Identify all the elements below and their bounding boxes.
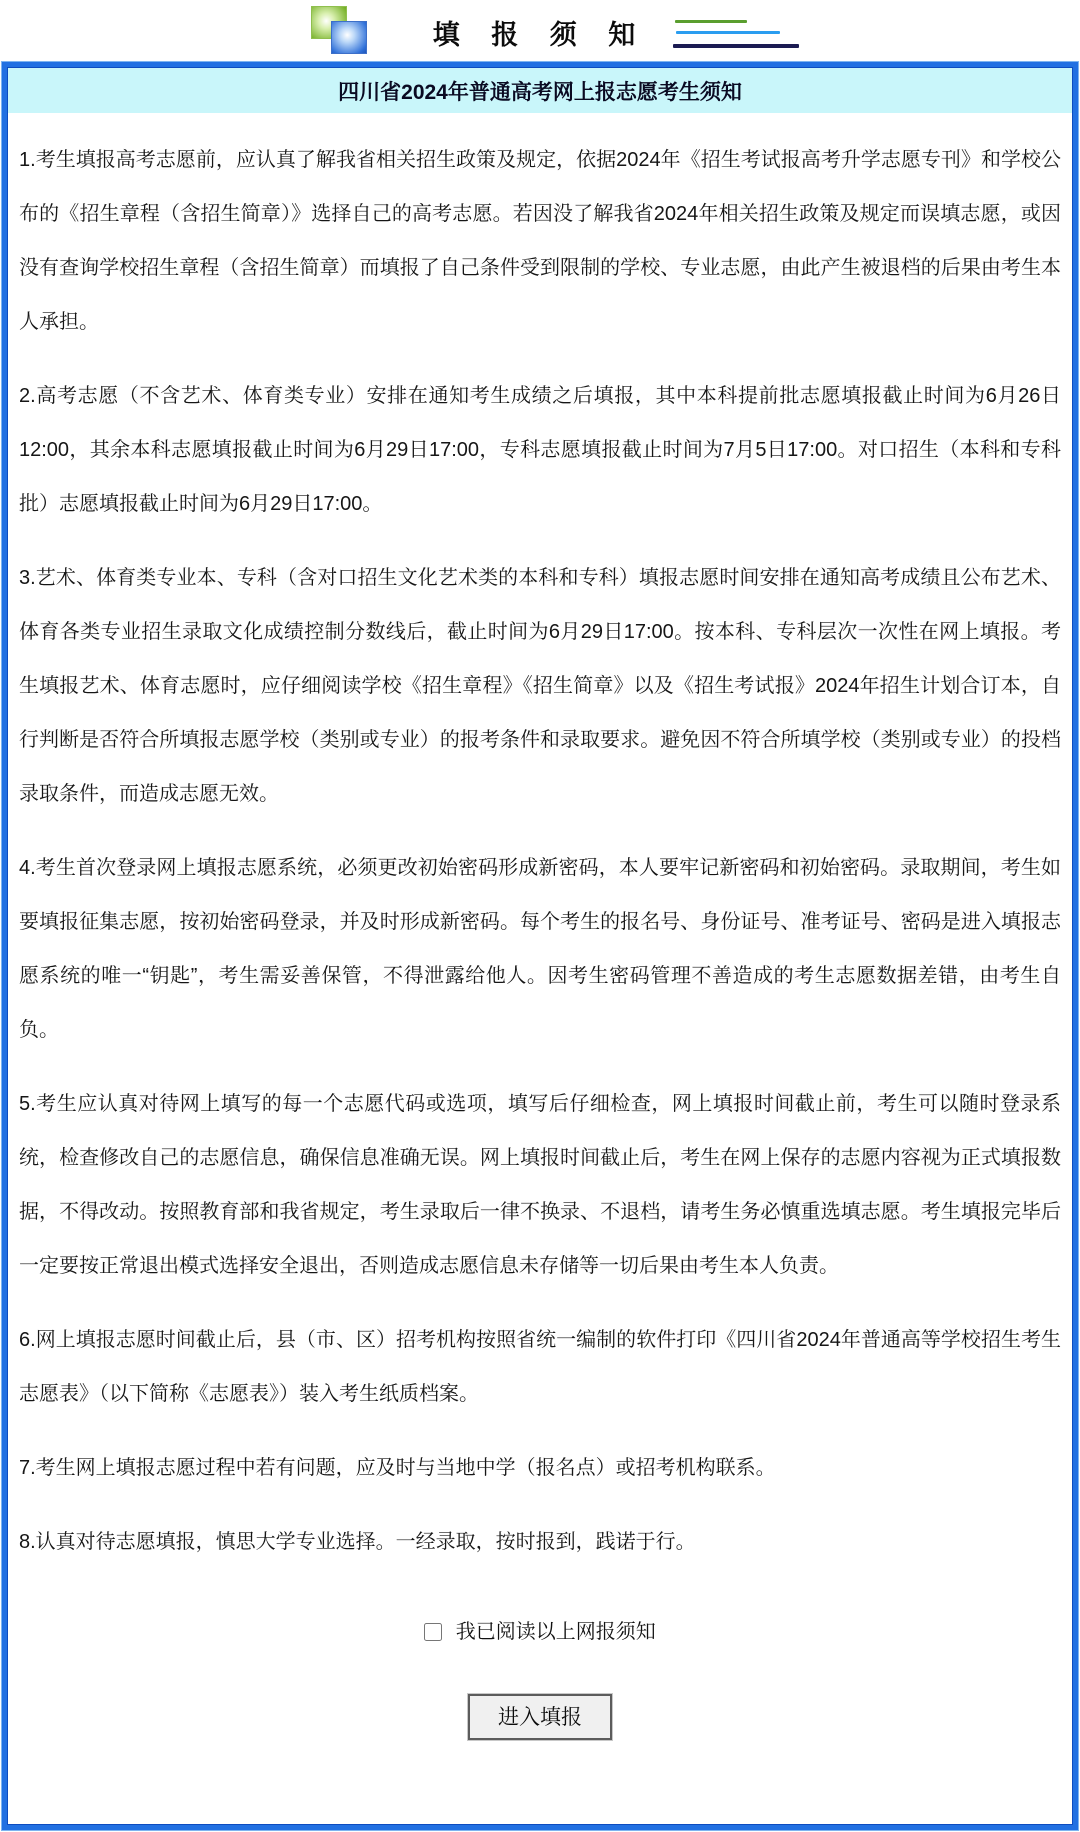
enter-application-button[interactable]: 进入填报 [468, 1694, 612, 1740]
confirmation-row [19, 1615, 1061, 1644]
overlapping-squares-logo-icon [312, 7, 368, 57]
navy-line [673, 44, 799, 48]
notice-paragraph-8: 8.认真对待志愿填报，慎思大学专业选择。一经录取，按时报到，践诺于行。 [19, 1531, 696, 1553]
page-title: 填 报 须 知 [432, 20, 648, 50]
notice-paragraph-7: 7.考生网上填报志愿过程中若有问题，应及时与当地中学（报名点）或招考机构联系。 [19, 1457, 776, 1479]
notice-paragraph-5: 5.考生应认真对待网上填写的每一个志愿代码或选项，填写后仔细检查，网上填报时间截止前，考生可以随时登录系统，检查修改自己的志愿信息，确保信息准确无误。网上填报时间截止后，考生在网上保存的志愿内容视为正式填报数据，不得改动。按照教育部和我省规定，考生录取后一律不换录、不退档，请考生务必慎重选填志愿。考生填报完毕后一定要按正常退出模式选择安全退出，否则造成志愿信息未存储等一切后果由考生本人负责。 [19, 1093, 1061, 1277]
notice-title: 四川省2024年普通高考网上报志愿考生须知 [8, 68, 1072, 113]
notice-paragraph-4: 4.考生首次登录网上填报志愿系统，必须更改初始密码形成新密码，本人要牢记新密码和初始密码。录取期间，考生如要填报征集志愿，按初始密码登录，并及时形成新密码。每个考生的报名号、身份证号、准考证号、密码是进入填报志愿系统的唯一“钥匙”，考生需妥善保管，不得泄露给他人。因考生密码管理不善造成的考生志愿数据差错，由考生自负。 [19, 857, 1061, 1041]
green-line [675, 20, 747, 23]
notice-paragraph-3: 3.艺术、体育类专业本、专科（含对口招生文化艺术类的本科和专科）填报志愿时间安排在通知高考成绩且公布艺术、体育各类专业招生录取文化成绩控制分数线后，截止时间为6月29日17:00。按本科、专科层次一次性在网上填报。考生填报艺术、体育志愿时，应仔细阅读学校《招生章程》《招生简章》以及《招生考试报》2024年招生计划合订本，自行判断是否符合所填报志愿学校（类别或专业）的报考条件和录取要求。避免因不符合所填学校（类别或专业）的投档录取条件，而造成志愿无效。 [19, 567, 1061, 805]
read-notice-label[interactable]: 我已阅读以上网报须知 [455, 1621, 656, 1643]
read-notice-checkbox[interactable] [424, 1623, 442, 1641]
logo-blue-square-icon [332, 22, 366, 53]
notice-paragraph-2: 2.高考志愿（不含艺术、体育类专业）安排在通知考生成绩之后填报，其中本科提前批志愿填报截止时间为6月26日12:00，其余本科志愿填报截止时间为6月29日17:00，专科志愿填报截止时间为7月5日17:00。对口招生（本科和专科批）志愿填报截止时间为6月29日17:00。 [19, 385, 1061, 515]
submit-row [19, 1694, 1061, 1740]
notice-body [7, 133, 1073, 1740]
page-header [0, 0, 1080, 62]
notice-paragraph-6: 6.网上填报志愿时间截止后，县（市、区）招考机构按照省统一编制的软件打印《四川省2024年普通高等学校招生考生志愿表》（以下简称《志愿表》）装入考生纸质档案。 [19, 1329, 1061, 1405]
notice-paragraph-1: 1.考生填报高考志愿前，应认真了解我省相关招生政策及规定，依据2024年《招生考试报高考升学志愿专刊》和学校公布的《招生章程（含招生简章）》选择自己的高考志愿。若因没了解我省2024年相关招生政策及规定而误填志愿，或因没有查询学校招生章程（含招生简章）而填报了自己条件受到限制的学校、专业志愿，由此产生被退档的后果由考生本人承担。 [19, 149, 1061, 333]
blue-line [676, 31, 780, 34]
decorative-lines-icon [673, 20, 803, 52]
notice-panel [2, 62, 1078, 1830]
